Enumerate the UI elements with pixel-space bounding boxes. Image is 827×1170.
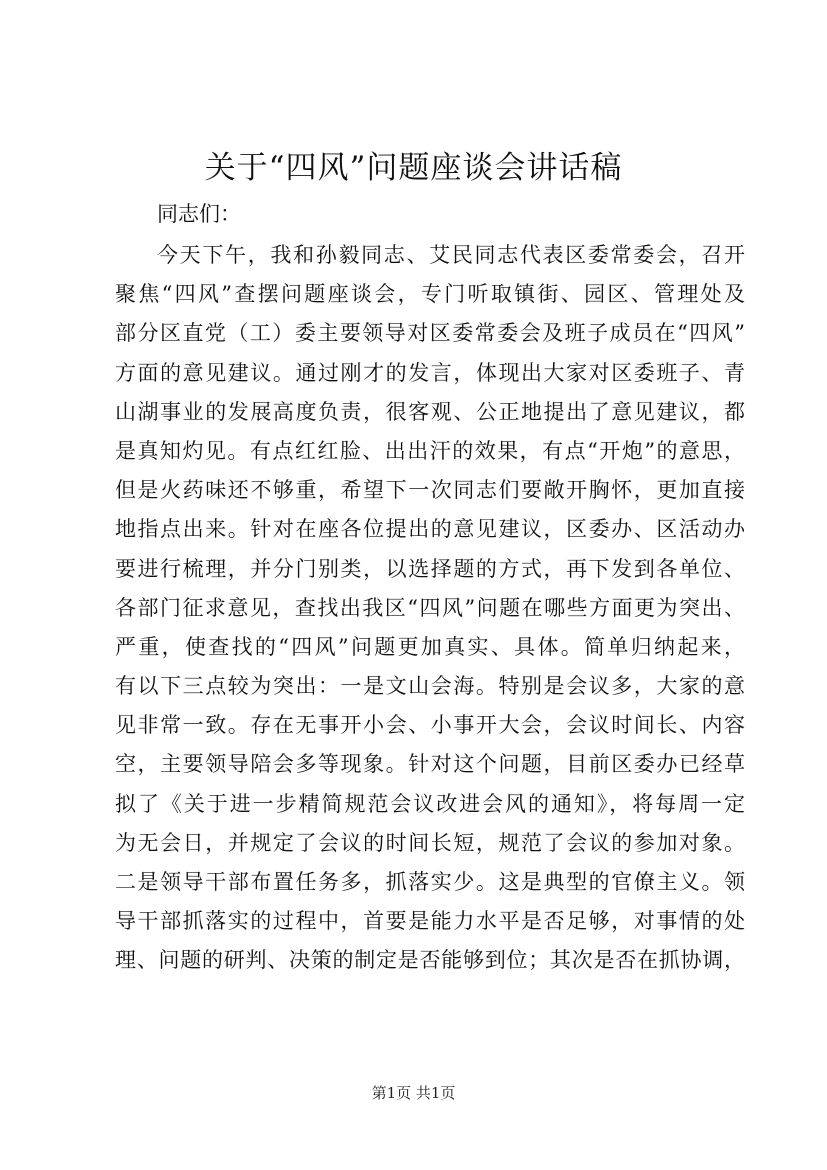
- body-line: 但是火药味还不够重，希望下一次同志们要敞开胸怀，更加直接: [115, 478, 745, 503]
- document-title: 关于“四风”问题座谈会讲话稿: [204, 150, 623, 186]
- body-line: 严重，使查找的“四风”问题更加真实、具体。简单归纳起来，: [115, 634, 745, 659]
- body-line: 导干部抓落实的过程中，首要是能力水平是否足够，对事情的处: [115, 909, 745, 934]
- body-line: 各部门征求意见，查找出我区“四风”问题在哪些方面更为突出、: [115, 595, 745, 620]
- body-line: 部分区直党（工）委主要领导对区委常委会及班子成员在“四风”: [115, 321, 745, 346]
- body-line: 为无会日，并规定了会议的时间长短，规范了会议的参加对象。: [115, 830, 745, 855]
- page-number: 第1页 共1页: [371, 1084, 456, 1102]
- body-line: 地指点出来。针对在座各位提出的意见建议，区委办、区活动办: [115, 517, 745, 542]
- body-line: 二是领导干部布置任务多，抓落实少。这是典型的官僚主义。领: [115, 870, 745, 894]
- body-line: 是真知灼见。有点红红脸、出出汗的效果，有点“开炮”的意思，: [115, 438, 745, 463]
- body-line: 见非常一致。存在无事开小会、小事开大会，会议时间长、内容: [115, 713, 745, 738]
- body-line: 聚焦“四风”查摆问题座谈会，专门听取镇街、园区、管理处及: [115, 282, 745, 307]
- body-line: 空，主要领导陪会多等现象。针对这个问题，目前区委办已经草: [115, 752, 745, 777]
- body-line: 要进行梳理，并分门别类，以选择题的方式，再下发到各单位、: [115, 556, 745, 581]
- body-line: 今天下午，我和孙毅同志、艾民同志代表区委常委会，召开: [157, 243, 745, 267]
- body-line: 拟了《关于进一步精简规范会议改进会风的通知》，将每周一定: [115, 791, 745, 816]
- body-line: 方面的意见建议。通过刚才的发言，体现出大家对区委班子、青: [115, 360, 745, 385]
- body-line: 理、问题的研判、决策的制定是否能够到位；其次是否在抓协调，: [115, 948, 745, 973]
- salutation: 同志们：: [157, 202, 241, 226]
- body-text: [115, 236, 745, 981]
- body-line: 山湖事业的发展高度负责，很客观、公正地提出了意见建议，都: [115, 399, 745, 424]
- body-line: 有以下三点较为突出：一是文山会海。特别是会议多，大家的意: [115, 674, 745, 699]
